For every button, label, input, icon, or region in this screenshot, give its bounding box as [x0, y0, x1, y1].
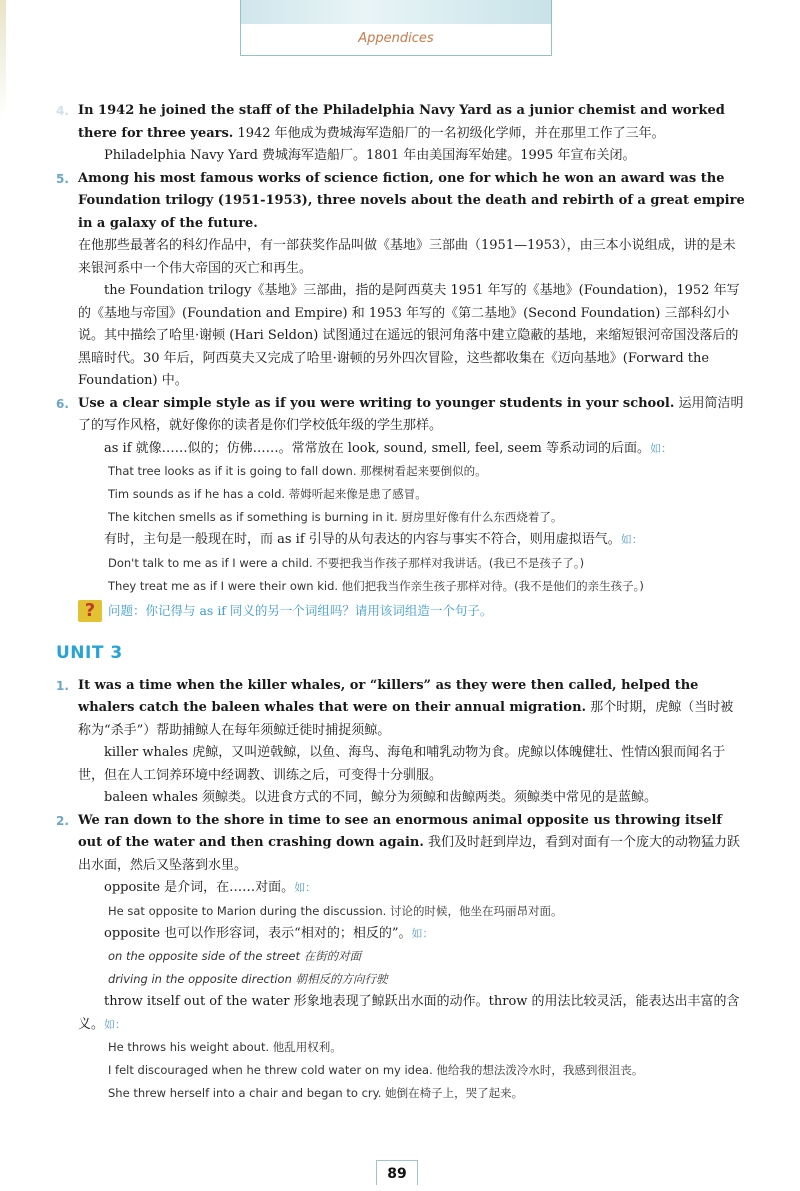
key-sentence: In 1942 he joined the staff of the Philadelphia Navy Yard as a junior chemist and worked there for three years. [78, 103, 725, 141]
unit3-note-item-1 [56, 675, 746, 810]
item-number: 6. [56, 396, 69, 411]
translation: 运用简洁明了的写作风格，就好像你的读者是你们学校低年级的学生那样。 [78, 395, 744, 433]
header-band [241, 0, 551, 24]
question-mark-icon: ? [78, 600, 102, 622]
explanation: Philadelphia Navy Yard 费城海军造船厂。1801 年由美国海军始建。1995 年宣布关闭。 [104, 148, 636, 163]
example-sentence: The kitchen smells as if something is burning in it. 厨房里好像有什么东西烧着了。 [108, 510, 563, 524]
note-item-4 [56, 100, 746, 168]
example-sentence: I felt discouraged when he threw cold water on my idea. 他给我的想法泼冷水时，我感到很沮丧。 [108, 1063, 644, 1077]
unit3-note-item-2 [56, 810, 746, 1106]
example-sentence: He sat opposite to Marion during the discussion. 讨论的时候，他坐在玛丽昂对面。 [108, 903, 563, 918]
key-sentence: We ran down to the shore in time to see an enormous animal opposite us throwing itself out of the water and then crashing down again. [78, 812, 722, 850]
question-prompt [78, 600, 746, 623]
explanation: the Foundation trilogy《基地》三部曲，指的是阿西莫夫 1951 年写的《基地》(Foundation)，1952 年写的《基地与帝国》(Foundation and Empire) 和 1953 年写的《第二基地》(Second Foundation) 三部科幻小说。其中描绘了哈里·谢顿 (Hari Seldon) 试图通过在遥远的银河角落中建立隐蔽的基地，来缩短银河帝国没落后的黑暗时代。30 年后，阿西莫夫又完成了哈里·谢顿的另外四次冒险，这些都收集在《迈向基地》(Forward the Foundation) 中。 [78, 283, 740, 388]
item-number: 1. [56, 678, 69, 693]
example-sentence: She threw herself into a chair and began to cry. 她倒在椅子上，哭了起来。 [108, 1086, 524, 1100]
explanation: baleen whales 须鲸类。以进食方式的不同，鲸分为须鲸和齿鲸两类。须鲸类中常见的是蓝鲸。 [104, 790, 658, 805]
example-marker: 如： [411, 926, 434, 940]
item-number: 4. [56, 104, 69, 118]
translation: 在他那些最著名的科幻作品中，有一部获奖作品叫做《基地》三部曲（1951—1953），由三本小说组成，讲的是未来银河系中一个伟大帝国的灭亡和再生。 [78, 238, 736, 276]
header-title: Appendices [358, 31, 434, 46]
example-marker: 如： [104, 1017, 127, 1031]
explanation: opposite 也可以作形容词，表示“相对的；相反的”。 [104, 925, 412, 941]
explanation: 有时，主句是一般现在时，而 as if 引导的从句表达的内容与事实不符合，则用虚拟语气。 [104, 532, 621, 547]
example-marker: 如： [649, 441, 672, 455]
key-sentence: Use a clear simple style as if you were writing to younger students in your school. [78, 395, 675, 411]
key-sentence: It was a time when the killer whales, or “killers” as they were then called, helped the whalers catch the baleen whales that were on their annual migration. [78, 677, 699, 715]
note-item-5 [56, 168, 746, 393]
example-sentence: That tree looks as if it is going to fall down. 那棵树看起来要倒似的。 [108, 464, 487, 478]
item-number: 5. [56, 171, 69, 186]
example-sentence: They treat me as if I were their own kid. 他们把我当作亲生孩子那样对待。(我不是他们的亲生孩子。) [108, 578, 644, 593]
running-header [240, 0, 552, 56]
question-text: 问题：你记得与 as if 同义的另一个词组吗？请用该词组造一个句子。 [108, 602, 493, 618]
example-phrase: on the opposite side of the street 在街的对面 [108, 949, 362, 963]
explanation: opposite 是介词，在……对面。 [104, 880, 295, 895]
explanation: killer whales 虎鲸，又叫逆戟鲸，以鱼、海鸟、海龟和哺乳动物为食。虎鲸以体魄健壮、性情凶狠而闻名于世，但在人工饲养环境中经调教、训练之后，可变得十分驯服。 [78, 745, 726, 783]
item-number: 2. [56, 813, 69, 828]
note-item-6 [56, 393, 746, 598]
example-marker: 如： [294, 881, 317, 894]
example-sentence: Don't talk to me as if I were a child. 不要把我当作孩子那样对我讲话。(我已不是孩子了。) [108, 555, 585, 570]
example-marker: 如： [620, 533, 643, 546]
explanation: throw itself out of the water 形象地表现了鲸跃出水面的动作。throw 的用法比较灵活，能表达出丰富的含义。 [78, 994, 740, 1032]
page-edge-decoration [0, 0, 6, 120]
example-phrase: driving in the opposite direction 朝相反的方向行驶 [108, 972, 388, 986]
key-sentence: Among his most famous works of science fiction, one for which he won an award was the Foundation trilogy (1951-1953), three novels about the death and rebirth of a great empire in a galaxy of the future. [78, 170, 745, 231]
example-sentence: He throws his weight about. 他乱用权利。 [108, 1040, 342, 1054]
translation: 那个时期，虎鲸（当时被称为“杀手”）帮助捕鲸人在每年须鲸迁徙时捕捉须鲸。 [78, 700, 734, 738]
example-sentence: Tim sounds as if he has a cold. 蒂姆听起来像是患了感冒。 [108, 487, 427, 501]
translation: 1942 年他成为费城海军造船厂的一名初级化学师，并在那里工作了三年。 [233, 125, 665, 141]
translation: 我们及时赶到岸边，看到对面有一个庞大的动物猛力跃出水面，然后又坠落到水里。 [78, 835, 741, 873]
page-number: 89 [376, 1160, 418, 1185]
page-content [56, 100, 746, 1105]
explanation: as if 就像……似的；仿佛……。常常放在 look, sound, smell, feel, seem 等系动词的后面。 [104, 440, 650, 456]
unit-heading: UNIT 3 [56, 643, 123, 663]
